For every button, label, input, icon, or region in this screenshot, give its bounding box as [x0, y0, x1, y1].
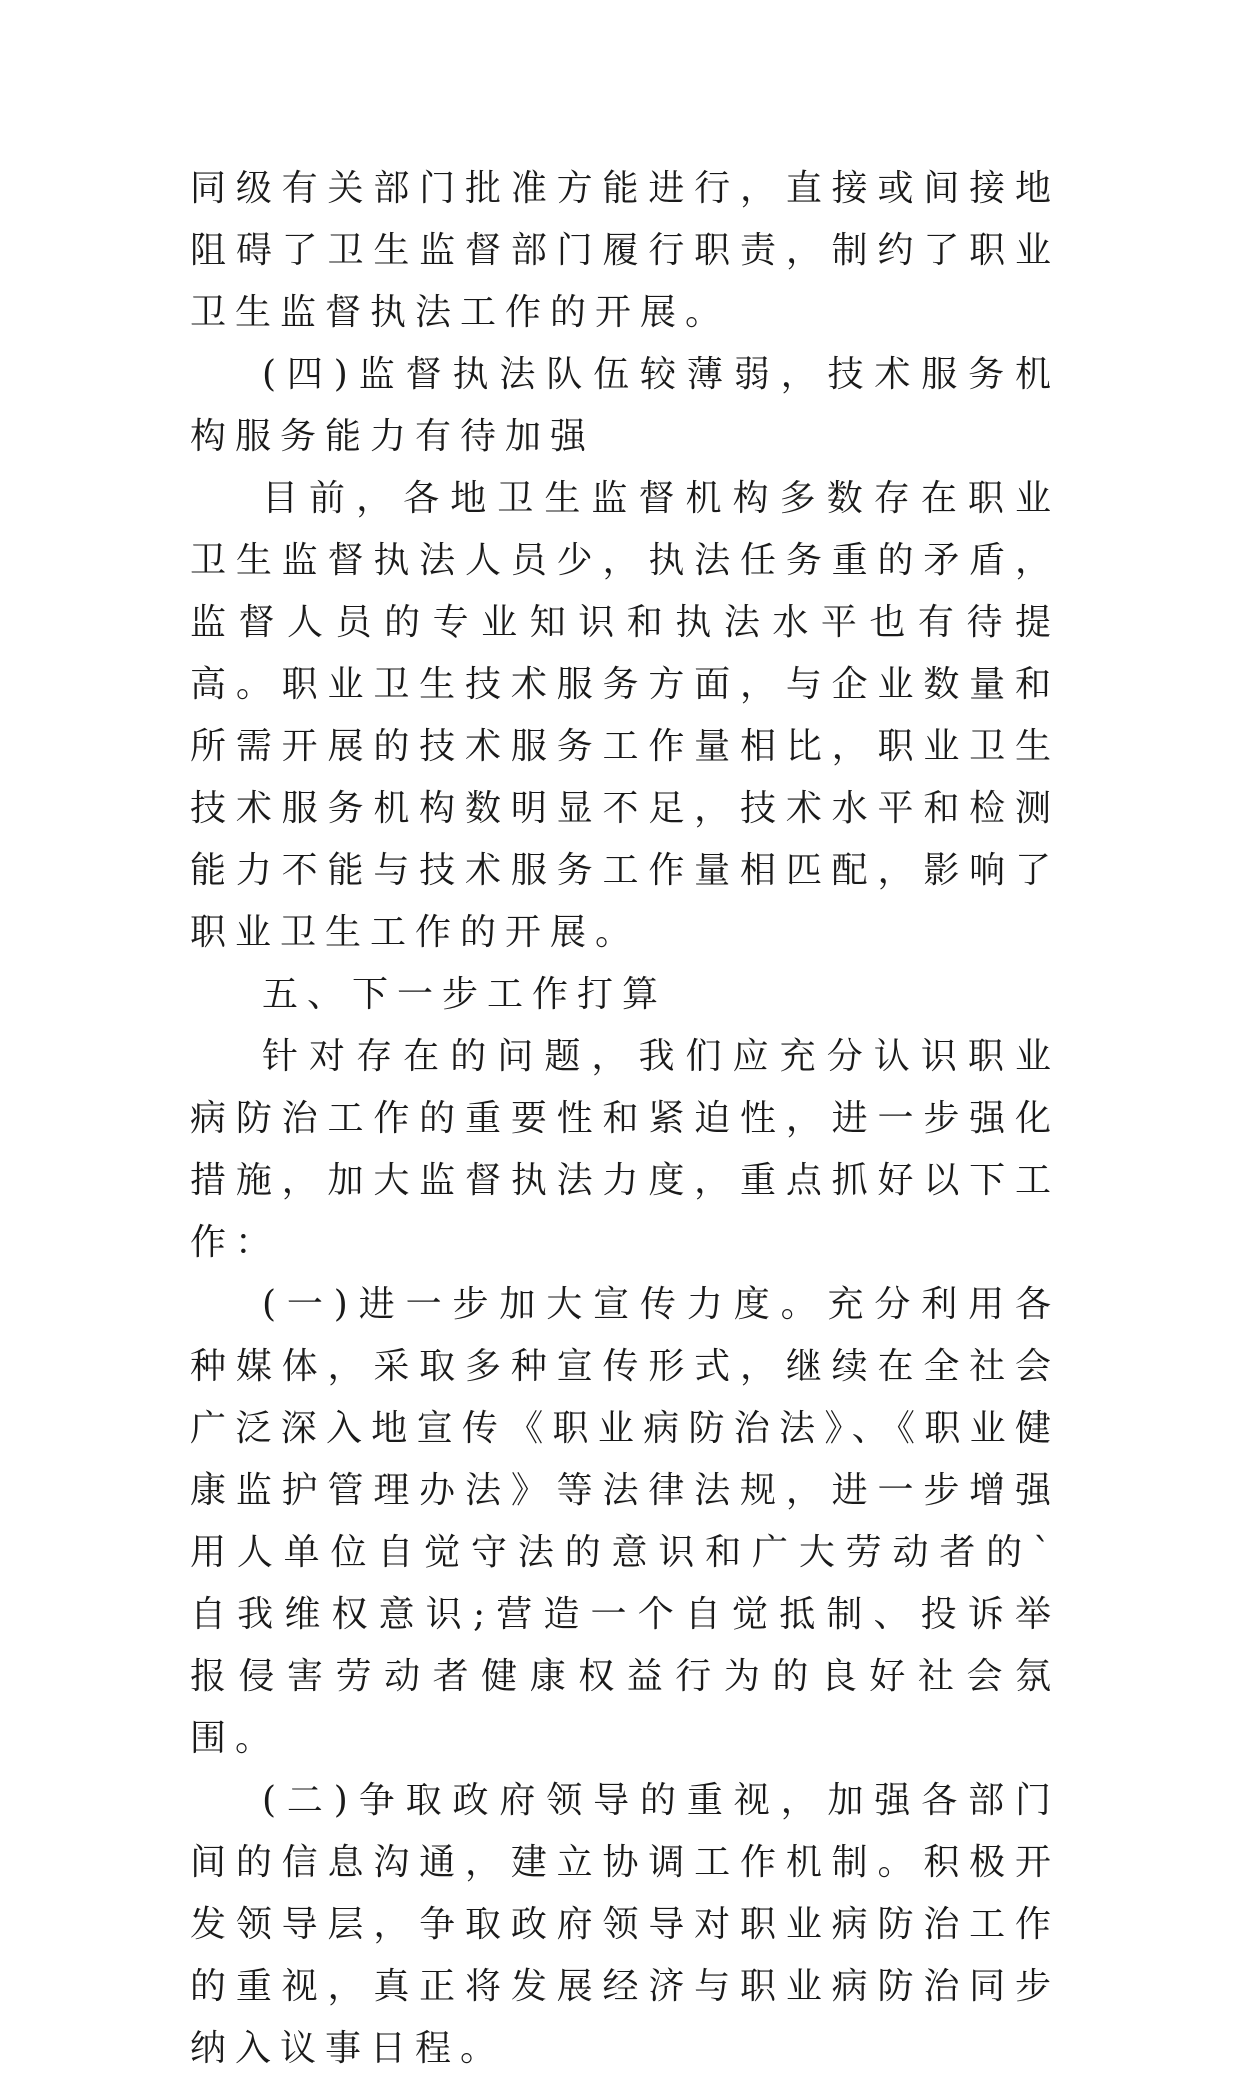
paragraph-item-one: (一)进一步加大宣传力度。充分利用各种媒体，采取多种宣传形式，继续在全社会广泛深入地宣传《职业病防治法》、《职业健康监护管理办法》等法律法规，进一步增强用人单位自觉守法的意识和广大劳动者的`自我维权意识;营造一个自觉抵制、投诉举报侵害劳动者健康权益行为的良好社会氛围。: [190, 1284, 1060, 1759]
section-heading-next-steps: 五、下一步工作打算: [262, 974, 668, 1015]
paragraph-current-status: 目前，各地卫生监督机构多数存在职业卫生监督执法人员少，执法任务重的矛盾，监督人员的专业知识和执法水平也有待提高。职业卫生技术服务方面，与企业数量和所需开展的技术服务工作量相比，职业卫生技术服务机构数明显不足，技术水平和检测能力不能与技术服务工作量相匹配，影响了职业卫生工作的开展。: [190, 478, 1060, 953]
paragraph-item-two: (二)争取政府领导的重视，加强各部门间的信息沟通，建立协调工作机制。积极开发领导层，争取政府领导对职业病防治工作的重视，真正将发展经济与职业病防治同步纳入议事日程。: [190, 1780, 1060, 2069]
document-body: [190, 158, 1060, 2080]
paragraph-continuation: 同级有关部门批准方能进行，直接或间接地阻碍了卫生监督部门履行职责，制约了职业卫生监督执法工作的开展。: [190, 168, 1060, 333]
paragraph-intro-next-steps: 针对存在的问题，我们应充分认识职业病防治工作的重要性和紧迫性，进一步强化措施，加大监督执法力度，重点抓好以下工作：: [190, 1036, 1060, 1263]
section-heading-four: (四)监督执法队伍较薄弱，技术服务机构服务能力有待加强: [190, 354, 1060, 457]
